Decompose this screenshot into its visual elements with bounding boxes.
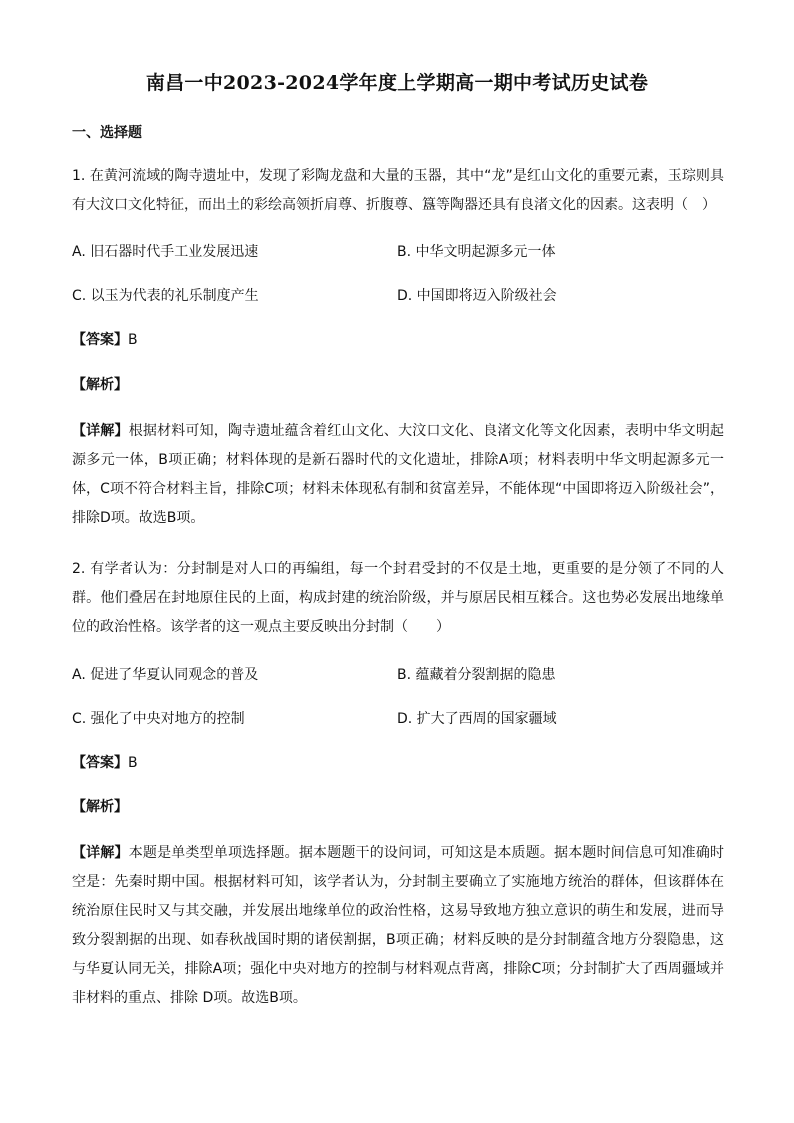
page-title: 南昌一中2023-2024学年度上学期高一期中考试历史试卷: [145, 72, 649, 94]
question-1-detail: [72, 417, 724, 533]
answer-value: B: [128, 332, 138, 348]
question-1-analysis-tag: [72, 375, 128, 395]
question-2-analysis-tag: [72, 797, 128, 817]
question-2-stem: 2. 有学者认为：分封制是对人口的再编组，每一个封君受封的不仅是土地，更重要的是分领了不同的人群。他们叠居在封地原住民的上面，构成封建的统治阶级，并与原居民相互糅合。这也势必发展出地缘单位的政治性格。该学者的这一观点主要反映出分封制（ ）: [72, 561, 724, 635]
question-1-option-a: A. 旧石器时代手工业发展迅速: [72, 244, 259, 260]
question-1-answer: [72, 330, 138, 350]
question-2-option-b: B. 蕴藏着分裂割据的隐患: [397, 667, 556, 683]
detail-text: 本题是单类型单项选择题。据本题题干的设问词，可知这是本质题。据本题时间信息可知准确时空是：先秦时期中国。根据材料可知，该学者认为，分封制主要确立了实施地方统治的群体，但该群体在统治原住民时又与其交融，并发展出地缘单位的政治性格，这易导致地方独立意识的萌生和发展，进而导致分裂割据的出现、如春秋战国时期的诸侯割据，B项正确；材料反映的是分封制蕴含地方分裂隐患，这与华夏认同无关，排除A项；强化中央对地方的控制与材料观点背离，排除C项；分封制扩大了西周疆域并非材料的重点、排除 D项。故选B项。: [72, 845, 725, 1006]
question-1-option-b: B. 中华文明起源多元一体: [397, 244, 556, 260]
answer-tag: 【答案】: [72, 755, 128, 771]
detail-text: 根据材料可知，陶寺遗址蕴含着红山文化、大汶口文化、良渚文化等文化因素，表明中华文明起源多元一体，B项正确；材料体现的是新石器时代的文化遗址，排除A项；材料表明中华文明起源多元一体，C项不符合材料主旨，排除C项；材料未体现私有制和贫富差异，不能体现“中国即将迈入阶级社会”，排除D项。故选B项。: [72, 423, 725, 526]
answer-value: B: [128, 755, 138, 771]
detail-tag: 【详解】: [72, 845, 129, 861]
section-heading: 一、选择题: [72, 125, 142, 141]
question-2-option-d: D. 扩大了西周的国家疆域: [397, 711, 557, 727]
analysis-tag: 【解析】: [72, 377, 128, 393]
question-1-option-c: C. 以玉为代表的礼乐制度产生: [72, 288, 259, 304]
question-2-answer: [72, 753, 138, 773]
question-1-option-d: D. 中国即将迈入阶级社会: [397, 288, 557, 304]
question-2-option-a: A. 促进了华夏认同观念的普及: [72, 667, 259, 683]
answer-tag: 【答案】: [72, 332, 128, 348]
analysis-tag: 【解析】: [72, 799, 128, 815]
question-1-stem: 1. 在黄河流域的陶寺遗址中，发现了彩陶龙盘和大量的玉器，其中“龙”是红山文化的重要元素，玉琮则具有大汶口文化特征，而出土的彩绘高领折肩尊、折腹尊、簋等陶器还具有良渚文化的因素。这表明（ ）: [72, 168, 724, 213]
question-2-option-c: C. 强化了中央对地方的控制: [72, 711, 245, 727]
detail-tag: 【详解】: [72, 423, 129, 439]
question-2-detail: [72, 839, 724, 1013]
